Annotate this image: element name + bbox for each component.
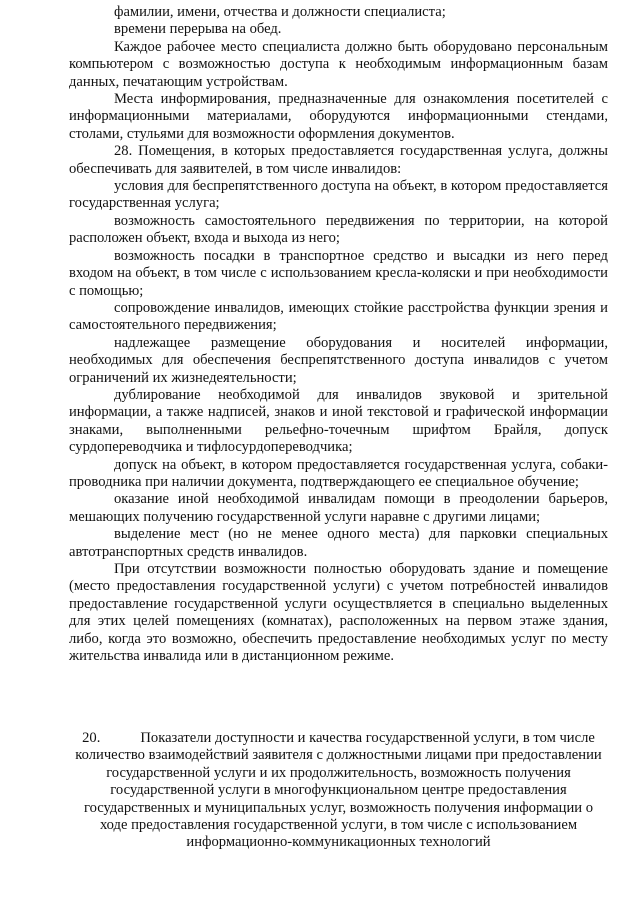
paragraph: условия для беспрепятственного доступа на объект, в котором предоставляется государственная услуга; bbox=[69, 178, 608, 212]
paragraph: возможность самостоятельного передвижения по территории, на которой расположен объект, входа и выхода из него; bbox=[69, 212, 608, 247]
section-number: 20. bbox=[82, 730, 101, 746]
paragraph: времени перерыва на обед. bbox=[114, 21, 282, 38]
paragraph: фамилии, имени, отчества и должности специалиста; bbox=[114, 4, 446, 20]
paragraph: возможность посадки в транспортное средство и высадки из него перед входом на объект, в том числе с использованием кресла-коляски и при необходимости с помощью; bbox=[69, 247, 608, 299]
paragraph: При отсутствии возможности полностью оборудовать здание и помещение (место предоставления государственной услуги) с учетом потребностей инвалидов предоставление государственной услуги осуществляется в специально выделенных для этих целей помещениях (комнатах), расположенных на первом этаже здания, либо, когда это возможно, обеспечить предоставление необходимых услуг по месту жительства инвалида или в дистанционном режиме. bbox=[69, 561, 608, 665]
paragraph: Места информирования, предназначенные для ознакомления посетителей с информационными материалами, оборудуются информационными стендами, столами, стульями для возможности оформления документов. bbox=[69, 91, 608, 142]
paragraph: 28. Помещения, в которых предоставляется государственная услуга, должны обеспечивать для заявителей, в том числе инвалидов: bbox=[69, 143, 608, 177]
section-heading bbox=[69, 730, 608, 852]
document-body bbox=[69, 4, 608, 665]
paragraph: сопровождение инвалидов, имеющих стойкие расстройства функции зрения и самостоятельного передвижения; bbox=[69, 299, 608, 334]
paragraph: надлежащее размещение оборудования и носителей информации, необходимых для обеспечения беспрепятственного доступа инвалидов с учетом ограничений их жизнедеятельности; bbox=[69, 334, 608, 386]
paragraph: выделение мест (но не менее одного места) для парковки специальных автотранспортных средств инвалидов. bbox=[69, 526, 608, 560]
paragraph: допуск на объект, в котором предоставляется государственная услуга, собаки-проводника при наличии документа, подтверждающего ее специальное обучение; bbox=[69, 456, 608, 490]
paragraph: оказание иной необходимой инвалидам помощи в преодолении барьеров, мешающих получению государственной услуги наравне с другими лицами; bbox=[69, 491, 608, 525]
paragraph: Каждое рабочее место специалиста должно быть оборудовано персональным компьютером с возможностью доступа к необходимым информационным базам данных, печатающим устройствам. bbox=[69, 38, 608, 90]
section-title: Показатели доступности и качества государственной услуги, в том числе количество взаимодействий заявителя с должностными лицами при предоставлении государственной услуги и их продолжительность, возможность получения государственной услуги в многофункциональном центре предоставления государственных и муниципальных услуг, возможность получения информации о ходе предоставления государственной услуги, в том числе с использованием информационно-коммуникационных технологий bbox=[75, 730, 602, 851]
paragraph: дублирование необходимой для инвалидов звуковой и зрительной информации, а также надписей, знаков и иной текстовой и графической информации знаками, выполненными рельефно-точечным шрифтом Брайля, допуск сурдопереводчика и тифлосурдопереводчика; bbox=[69, 386, 608, 456]
